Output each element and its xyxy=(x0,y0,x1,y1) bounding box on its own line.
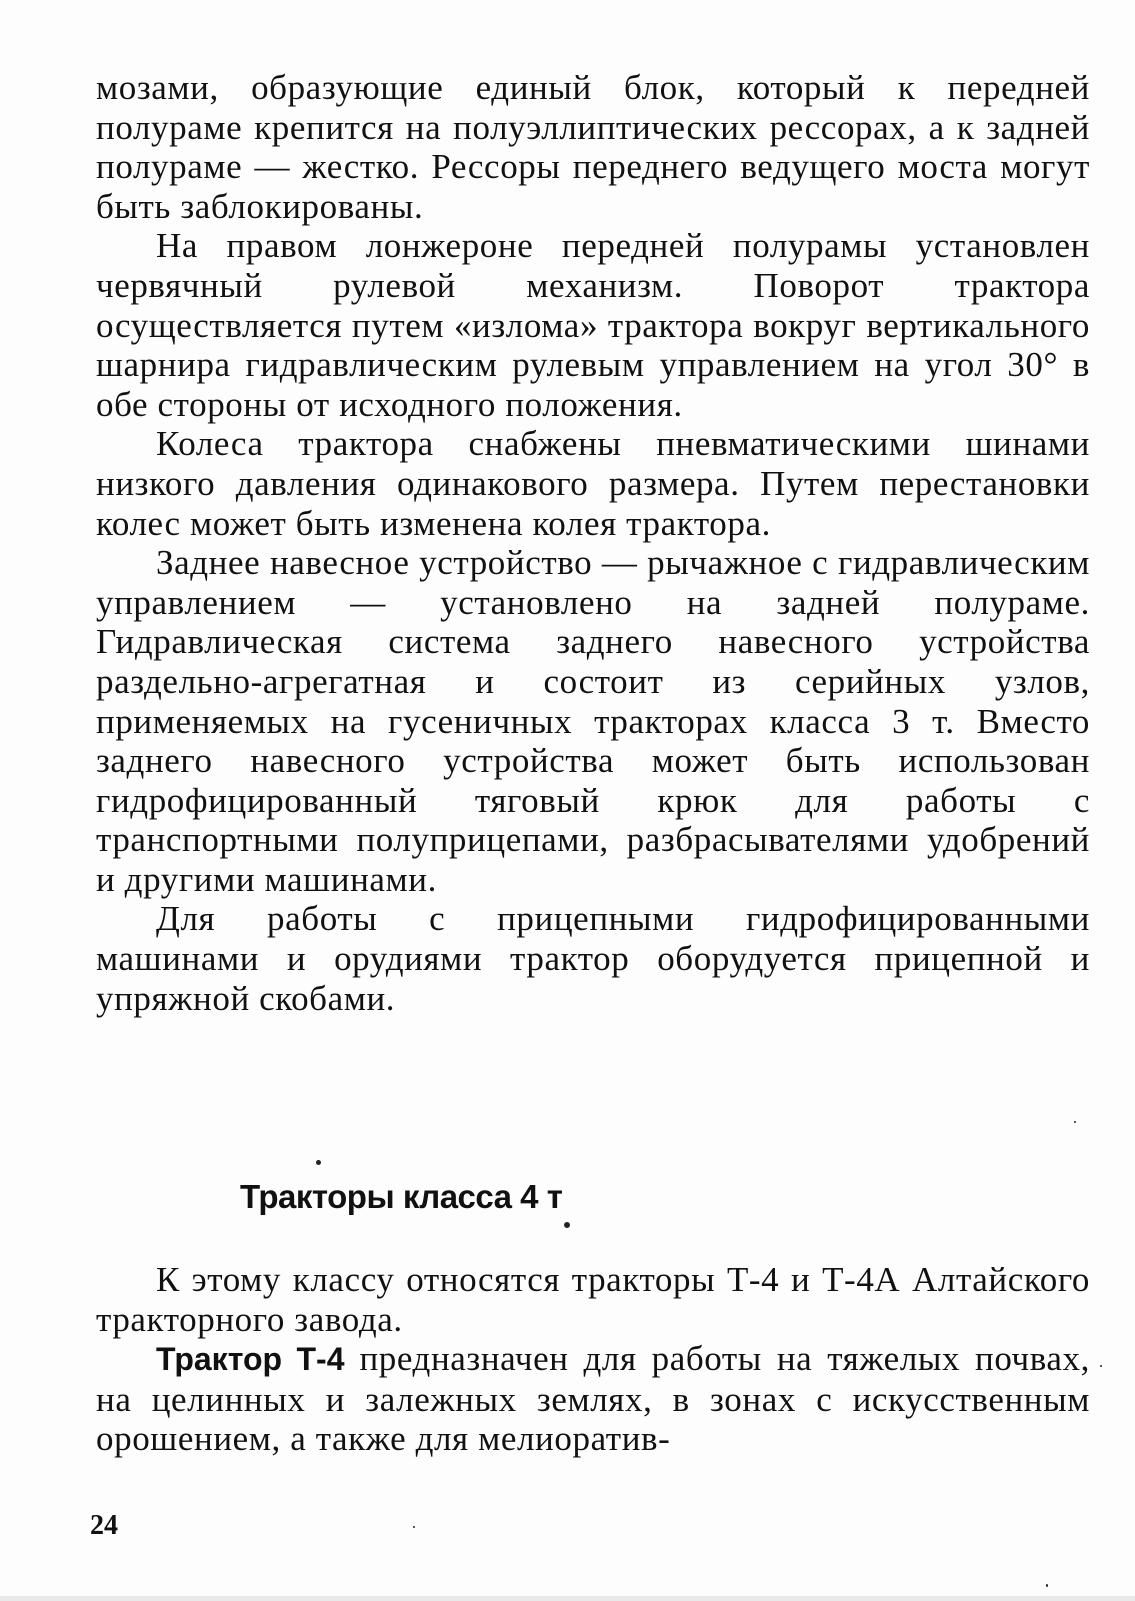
body-text xyxy=(96,68,1090,1018)
paragraph-continued: мозами, образующие единый блок, который к передней полураме крепится на полуэллиптических рессорах, а к задней полураме — жестко. Рессоры переднего ведущего моста могут быть заблокированы. xyxy=(96,68,1090,226)
bold-term: Трактор Т-4 xyxy=(156,1341,345,1378)
paragraph-steering: На правом лонжероне передней полурамы установлен червячный рулевой механизм. Поворот трактора осуществляется путем «излома» трактора вокруг вертикального шарнира гидравлическим рулевым управлением на угол 30° в обе стороны от исходного положения. xyxy=(96,226,1090,424)
paragraph-wheels: Колеса трактора снабжены пневматическими шинами низкого давления одинакового размера. Путем перестановки колес может быть изменена колея трактора. xyxy=(96,424,1090,543)
print-speck xyxy=(413,1526,415,1528)
print-speck xyxy=(1100,1365,1102,1367)
print-speck xyxy=(316,1160,321,1165)
paragraph-class-intro: К этому классу относятся тракторы Т-4 и Т-4А Алтайского тракторного завода. xyxy=(96,1260,1090,1339)
print-speck xyxy=(1074,1121,1076,1123)
page-number: 24 xyxy=(90,1510,118,1541)
paragraph-trailed-machines: Для работы с прицепными гидрофицированными машинами и орудиями трактор оборудуется прицепной и упряжной скобами. xyxy=(96,899,1090,1018)
section-body xyxy=(96,1260,1090,1459)
paragraph-t4-text: предназначен для работы на тяжелых почвах, на целинных и залежных землях, в зонах с искусственным орошением, а также для мелиоратив- xyxy=(96,1339,1091,1459)
section-heading: Тракторы класса 4 т xyxy=(240,1178,563,1215)
print-speck xyxy=(564,1222,570,1228)
paragraph-rear-hitch: Заднее навесное устройство — рычажное с гидравлическим управлением — установлено на задней полураме. Гидравлическая система заднего навесного устройства раздельно-агрегатная и состоит из серийных узлов, применяемых на гусеничных тракторах класса 3 т. Вместо заднего навесного устройства может быть использован гидрофицированный тяговый крюк для работы с транспортными полуприцепами, разбрасывателями удобрений и другими машинами. xyxy=(96,543,1090,899)
print-speck xyxy=(1046,1584,1048,1587)
scan-edge xyxy=(0,1596,1135,1601)
paragraph-t4-description xyxy=(96,1339,1090,1459)
